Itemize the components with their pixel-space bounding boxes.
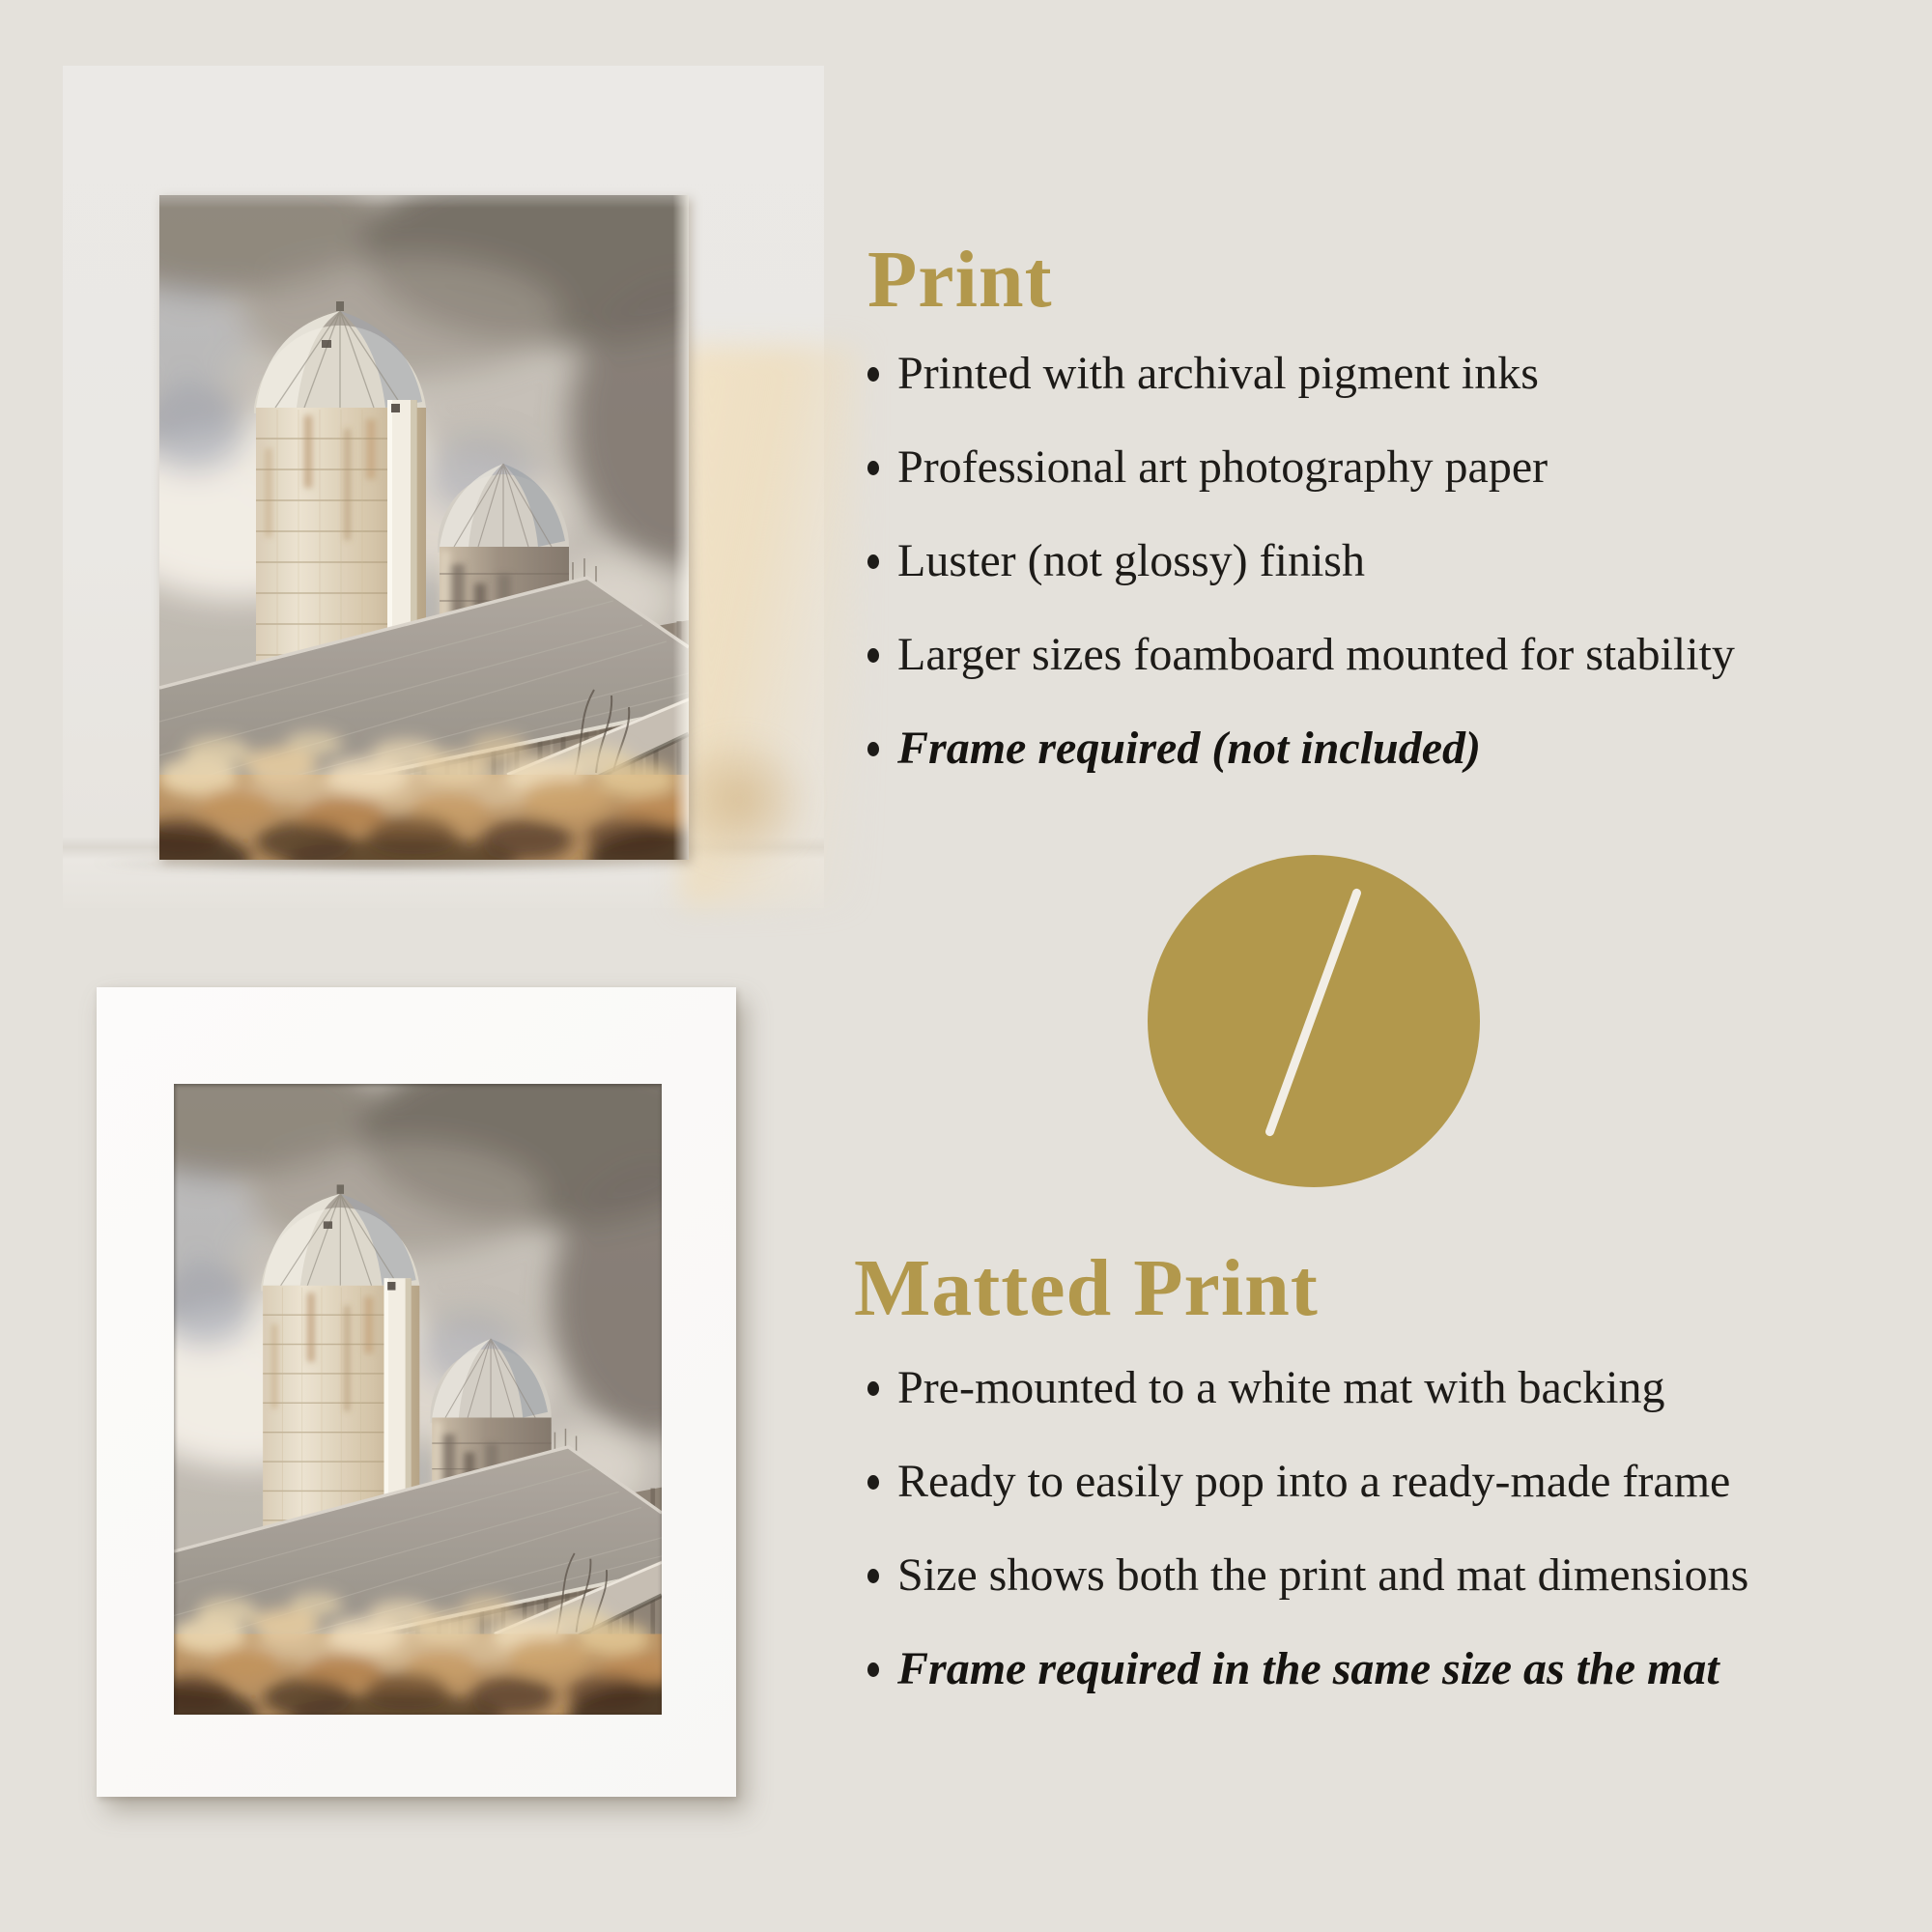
bullet-text: Frame required (not included) (897, 723, 1482, 774)
bullet-item (867, 1454, 1748, 1510)
bullet-dot-icon (867, 1569, 879, 1583)
bullet-text: Size shows both the print and mat dimensions (897, 1549, 1749, 1601)
print-bullet-list (867, 346, 1735, 777)
bullet-item (867, 1548, 1748, 1604)
bullet-text: Luster (not glossy) finish (897, 535, 1365, 586)
bullet-dot-icon (867, 367, 879, 382)
print-photo-scene (63, 66, 824, 908)
bullet-text: Printed with archival pigment inks (897, 348, 1539, 399)
matted-bullet-list (867, 1360, 1748, 1697)
bullet-item (867, 1641, 1748, 1697)
matted-section-heading: Matted Print (854, 1243, 1319, 1333)
bullet-item (867, 440, 1735, 496)
barn-print-photo (159, 195, 689, 860)
slash-icon (1264, 888, 1362, 1138)
bullet-text: Pre-mounted to a white mat with backing (897, 1362, 1665, 1413)
bullet-dot-icon (867, 554, 879, 569)
bullet-text: Larger sizes foamboard mounted for stability (897, 629, 1735, 680)
section-divider-circle (1148, 855, 1480, 1187)
bullet-item (867, 721, 1735, 777)
bullet-dot-icon (867, 1475, 879, 1490)
bullet-dot-icon (867, 1381, 879, 1396)
bullet-dot-icon (867, 461, 879, 475)
bullet-text: Ready to easily pop into a ready-made frame (897, 1456, 1731, 1507)
print-section-heading: Print (867, 235, 1053, 325)
bullet-text: Professional art photography paper (897, 441, 1548, 493)
bullet-item (867, 533, 1735, 589)
bullet-dot-icon (867, 648, 879, 663)
barn-matted-photo (174, 1084, 662, 1715)
bullet-item (867, 346, 1735, 402)
bullet-text: Frame required in the same size as the mat (897, 1643, 1719, 1694)
white-mat (97, 987, 736, 1797)
bullet-item (867, 627, 1735, 683)
bullet-item (867, 1360, 1748, 1416)
bullet-dot-icon (867, 1662, 879, 1677)
bullet-dot-icon (867, 742, 879, 756)
